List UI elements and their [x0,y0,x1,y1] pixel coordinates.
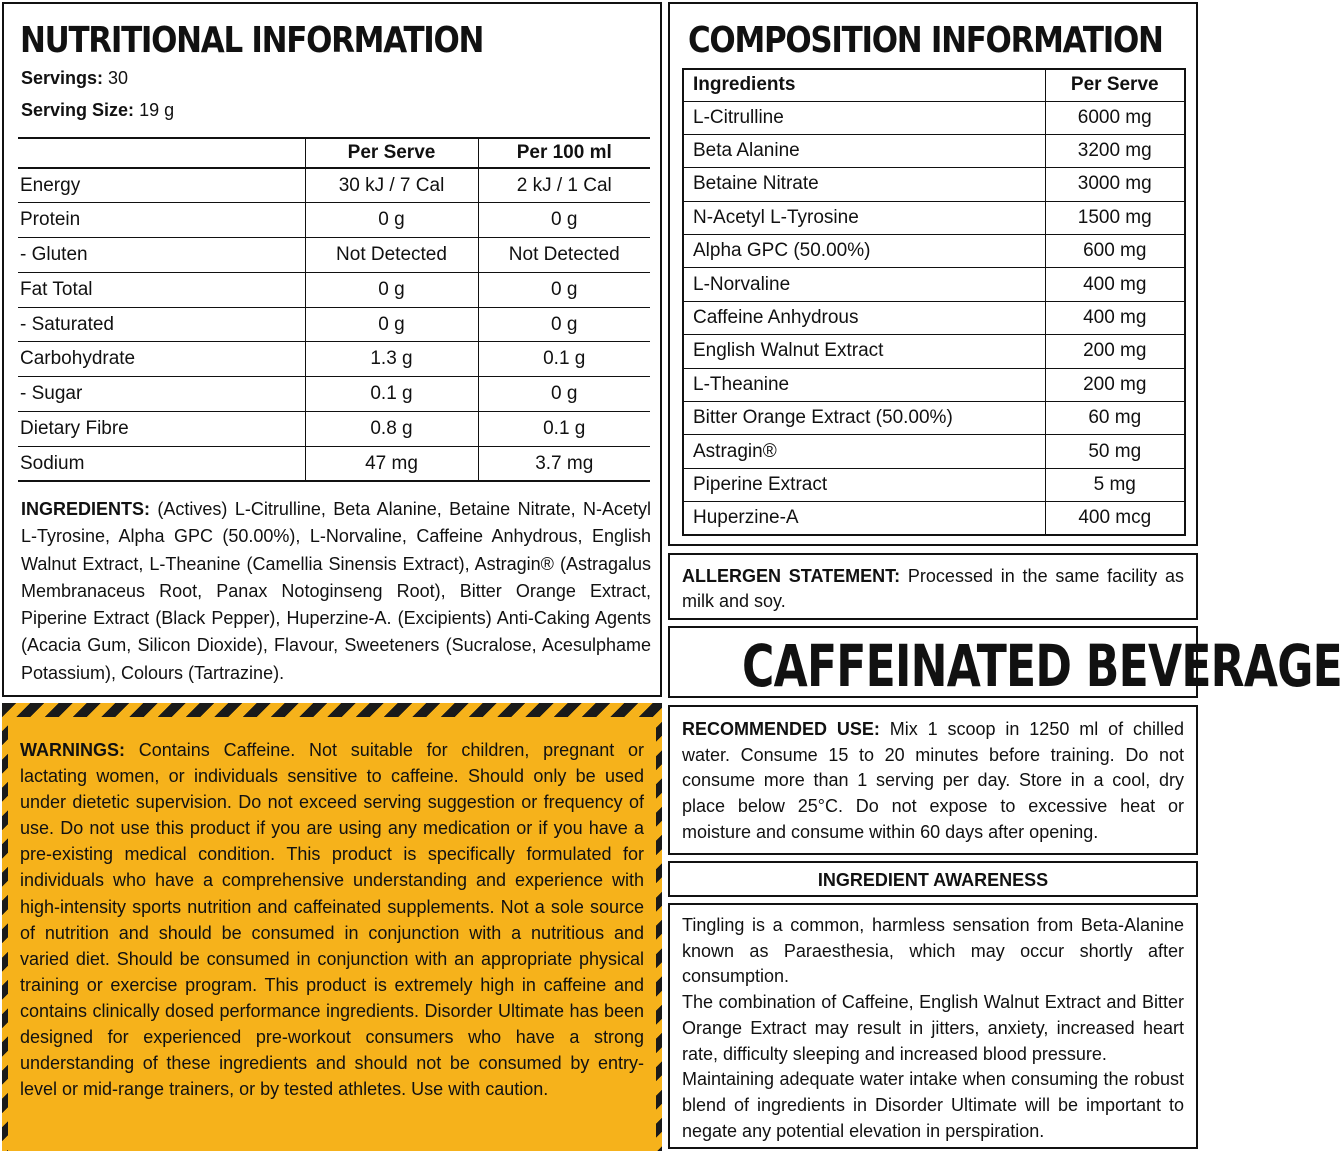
per-100ml-value: 0 g [478,272,650,307]
composition-information-title: COMPOSITION INFORMATION [688,20,1163,61]
nutrition-row [18,203,650,238]
allergen-statement [668,553,1198,620]
ingredient-name: Alpha GPC (50.00%) [683,235,1045,268]
ingredient-name: Bitter Orange Extract (50.00%) [683,402,1045,435]
ingredient-amount: 3000 mg [1045,168,1185,201]
nutrient-name: Dietary Fibre [18,412,305,447]
ingredient-name: L-Citrulline [683,101,1045,134]
ingredient-name: Beta Alanine [683,134,1045,167]
recommended-use-panel [668,705,1198,855]
ingredient-name: N-Acetyl L-Tyrosine [683,201,1045,234]
ingredient-amount: 400 mg [1045,301,1185,334]
warnings-label: WARNINGS: [20,740,125,760]
per-100ml-value: 0.1 g [478,342,650,377]
composition-row [683,134,1185,167]
composition-row [683,468,1185,501]
nutrition-table [18,137,650,482]
nutrition-row [18,168,650,203]
nutrition-row [18,377,650,412]
ingredient-name: English Walnut Extract [683,335,1045,368]
ingredient-awareness-title: INGREDIENT AWARENESS [668,861,1198,897]
composition-row [683,402,1185,435]
per-100ml-value: 2 kJ / 1 Cal [478,168,650,203]
awareness-paragraph: Maintaining adequate water intake when consuming the robust blend of ingredients in Disorder Ultimate will be important to negate any potential elevation in perspiration. [682,1069,1184,1141]
composition-row [683,101,1185,134]
ingredient-amount: 400 mg [1045,268,1185,301]
composition-row [683,168,1185,201]
nutrition-col-header: Per 100 ml [478,138,650,168]
ingredient-amount: 1500 mg [1045,201,1185,234]
ingredient-name: L-Norvaline [683,268,1045,301]
serving-size-line [21,100,174,121]
nutrient-name: Carbohydrate [18,342,305,377]
nutrition-row [18,238,650,273]
ingredients-statement [21,496,651,687]
recommended-use-label: RECOMMENDED USE: [682,719,880,739]
ingredient-name: Astragin® [683,435,1045,468]
composition-information-panel [668,2,1198,546]
nutrient-name: - Saturated [18,307,305,342]
ingredient-awareness-panel [668,903,1198,1149]
composition-table [682,68,1186,536]
warnings-panel [2,703,662,1151]
composition-row [683,368,1185,401]
caffeinated-beverage-panel [668,626,1342,700]
per-serve-value: 0 g [305,272,478,307]
per-100ml-value: 0 g [478,377,650,412]
composition-row [683,235,1185,268]
serving-size-label: Serving Size: [21,100,135,120]
warnings-body [8,717,656,1151]
servings-label: Servings: [21,68,104,88]
allergen-text: Processed in the same facility as milk and soy. [682,566,1184,611]
nutritional-information-title: NUTRITIONAL INFORMATION [20,20,484,61]
caffeinated-beverage-text: CAFFEINATED BEVERAGE [742,632,1342,700]
nutrient-name: Fat Total [18,272,305,307]
ingredient-amount: 6000 mg [1045,101,1185,134]
ingredient-amount: 600 mg [1045,235,1185,268]
composition-row [683,201,1185,234]
composition-row [683,335,1185,368]
ingredients-label: INGREDIENTS: [21,499,151,519]
servings-value: 30 [108,68,129,88]
composition-table-header [683,69,1185,101]
per-serve-value: 1.3 g [305,342,478,377]
serving-size-value: 19 g [139,100,175,120]
per-100ml-value: 3.7 mg [478,446,650,481]
ingredient-amount: 60 mg [1045,402,1185,435]
ingredient-name: Piperine Extract [683,468,1045,501]
nutrition-col-header: Per Serve [305,138,478,168]
nutrient-name: Protein [18,203,305,238]
ingredient-name: L-Theanine [683,368,1045,401]
per-serve-value: 0.8 g [305,412,478,447]
allergen-label: ALLERGEN STATEMENT: [682,566,901,586]
awareness-paragraph: The combination of Caffeine, English Walnut Extract and Bitter Orange Extract may result in jitters, anxiety, increased heart rate, difficulty sleeping and increased blood pressure. [682,992,1184,1064]
nutrition-col-header [18,138,305,168]
per-100ml-value: 0 g [478,203,650,238]
ingredient-name: Betaine Nitrate [683,168,1045,201]
per-100ml-value: 0.1 g [478,412,650,447]
nutrition-row [18,412,650,447]
per-serve-value: 0 g [305,307,478,342]
composition-row [683,435,1185,468]
nutrient-name: Sodium [18,446,305,481]
ingredient-amount: 50 mg [1045,435,1185,468]
ingredient-amount: 5 mg [1045,468,1185,501]
ingredient-amount: 200 mg [1045,335,1185,368]
nutritional-information-panel [2,2,662,697]
per-100ml-value: Not Detected [478,238,650,273]
nutrient-name: - Gluten [18,238,305,273]
composition-row [683,268,1185,301]
servings-line [21,68,128,89]
composition-col-header: Ingredients [683,69,1045,101]
ingredient-name: Caffeine Anhydrous [683,301,1045,334]
nutrient-name: Energy [18,168,305,203]
per-serve-value: 0.1 g [305,377,478,412]
per-100ml-value: 0 g [478,307,650,342]
composition-col-header: Per Serve [1045,69,1185,101]
ingredients-text: (Actives) L-Citrulline, Beta Alanine, Betaine Nitrate, N-Acetyl L-Tyrosine, Alpha GPC (50.00%), L-Norvaline, Caffeine Anhydrous, English Walnut Extract, L-Theanine (Camellia Sinensis Extract), Astragin® (Astragalus Membranaceus Root, Panax Notoginseng Root), Bitter Orange Extract, Piperine Extract (Black Pepper), Huperzine-A. (Excipients) Anti-Caking Agents (Acacia Gum, Silicon Dioxide), Flavour, Sweeteners (Sucralose, Acesulphame Potassium), Colours (Tartrazine). [21,499,651,683]
ingredient-name: Huperzine-A [683,502,1045,535]
nutrition-row [18,446,650,481]
nutrition-row [18,307,650,342]
composition-row [683,301,1185,334]
nutrition-row [18,342,650,377]
ingredient-amount: 3200 mg [1045,134,1185,167]
composition-row [683,502,1185,535]
ingredient-amount: 400 mcg [1045,502,1185,535]
per-serve-value: 0 g [305,203,478,238]
per-serve-value: 30 kJ / 7 Cal [305,168,478,203]
ingredient-amount: 200 mg [1045,368,1185,401]
per-serve-value: Not Detected [305,238,478,273]
nutrient-name: - Sugar [18,377,305,412]
recommended-use-text: Mix 1 scoop in 1250 ml of chilled water. Consume 15 to 20 minutes before training. Do not consume more than 1 serving per day. Store in a cool, dry place below 25°C. Do not expose to excessive heat or moisture and consume within 60 days after opening. [682,719,1184,842]
per-serve-value: 47 mg [305,446,478,481]
nutrition-table-header [18,138,650,168]
warnings-text: Contains Caffeine. Not suitable for children, pregnant or lactating women, or individuals sensitive to caffeine. Should only be used under dietetic supervision. Do not exceed serving suggestion or frequency of use. Do not use this product if you are using any medication or if you have a pre-existing medical condition. This product is specifically formulated for individuals who have a comprehensive understanding and experience with high-intensity sports nutrition and caffeinated supplements. Not a sole source of nutrition and should be consumed in conjunction with a nutritious and varied diet. Should be consumed in conjunction with an appropriate physical training or exercise program. This product is extremely high in caffeine and contains clinically dosed performance ingredients. Disorder Ultimate has been designed for experienced pre-workout consumers who have a strong understanding of these ingredients and should not be consumed by entry-level or mid-range trainers, or by tested athletes. Use with caution. [20,740,644,1100]
nutrition-row [18,272,650,307]
awareness-paragraph: Tingling is a common, harmless sensation from Beta-Alanine known as Paraesthesia, which may occur shortly after consumption. [682,915,1184,987]
